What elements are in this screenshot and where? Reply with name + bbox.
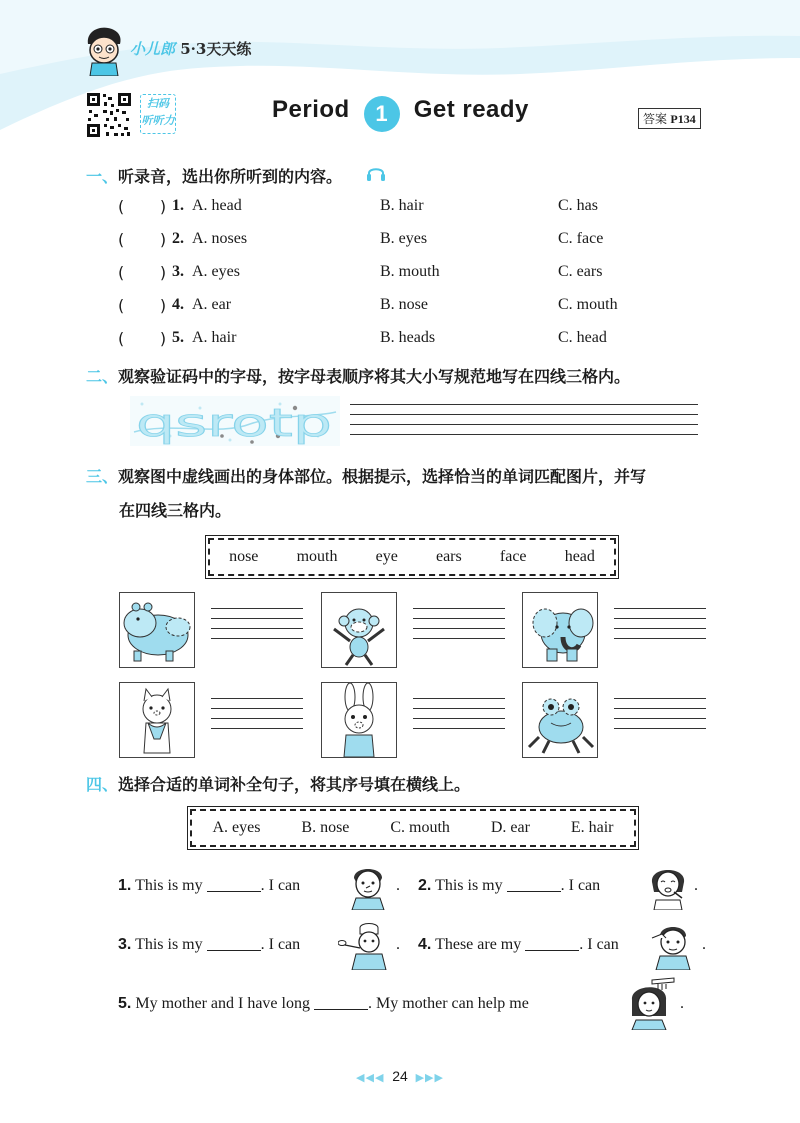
sentence-3-blank[interactable] bbox=[207, 936, 261, 951]
word-bank-word: head bbox=[564, 548, 595, 565]
captcha-image bbox=[130, 396, 340, 446]
item-number: 5. bbox=[172, 329, 184, 346]
word-bank-word: face bbox=[499, 548, 527, 565]
option-a: A. head bbox=[192, 197, 242, 214]
section3-word-bank bbox=[208, 538, 616, 576]
cat-picture bbox=[119, 682, 195, 758]
sentence-4-number: 4. bbox=[418, 936, 432, 953]
option-b: B. nose bbox=[380, 296, 428, 313]
option-c: C. face bbox=[558, 230, 604, 247]
sentence-4-text-b: . I can bbox=[579, 936, 619, 953]
word-bank-word: nose bbox=[229, 548, 259, 565]
sentence-3-text-b: . I can bbox=[260, 936, 301, 953]
frog-writing-lines[interactable] bbox=[614, 698, 706, 734]
sentence-2-period: . bbox=[694, 877, 698, 894]
sentence-4 bbox=[418, 936, 619, 954]
section4-title: 选择合适的单词补全句子，将其序号填在横线上。 bbox=[118, 775, 471, 794]
sentence-5-text-a: My mother and I have long bbox=[135, 995, 310, 1012]
option-b: B. heads bbox=[380, 329, 436, 346]
sentence-2-text-a: This is my bbox=[435, 877, 503, 894]
brand-prefix: 小儿郎 bbox=[130, 40, 176, 58]
sentence-3-number: 3. bbox=[118, 936, 132, 953]
girl-eating-icon bbox=[646, 862, 690, 910]
sentence-4-blank[interactable] bbox=[525, 936, 579, 951]
item-number: 3. bbox=[172, 263, 184, 280]
section3-title-line2: 在四线三格内。 bbox=[119, 501, 232, 520]
section4-number: 四、 bbox=[86, 775, 119, 794]
section2-writing-lines[interactable] bbox=[350, 404, 698, 444]
word-option: E. hair bbox=[570, 819, 614, 836]
word-option: D. ear bbox=[490, 819, 530, 836]
section1-title: 听录音，选出你所听到的内容。 bbox=[118, 167, 343, 186]
hippo-picture bbox=[119, 592, 195, 668]
section2-heading bbox=[86, 364, 630, 387]
answer-bracket[interactable]: ( ) bbox=[118, 263, 167, 282]
page-footer bbox=[0, 1068, 800, 1084]
answer-bracket[interactable]: ( ) bbox=[118, 329, 167, 348]
sentence-4-text-a: These are my bbox=[435, 936, 522, 953]
page-title bbox=[272, 96, 529, 132]
option-b: B. hair bbox=[380, 197, 424, 214]
option-b: B. eyes bbox=[380, 230, 428, 247]
chef-tasting-icon bbox=[338, 922, 396, 970]
word-bank-word: ears bbox=[435, 548, 462, 565]
item-number: 2. bbox=[172, 230, 184, 247]
sentence-5-text-b: . My mother can help me bbox=[367, 995, 529, 1012]
page-number: 24 bbox=[392, 1068, 408, 1084]
answer-page: P134 bbox=[670, 112, 696, 126]
option-a: A. noses bbox=[192, 230, 248, 247]
rabbit-writing-lines[interactable] bbox=[413, 698, 505, 734]
option-c: C. mouth bbox=[558, 296, 618, 313]
mother-combing-icon bbox=[622, 976, 678, 1030]
section3-number: 三、 bbox=[86, 467, 119, 486]
sentence-5 bbox=[118, 995, 529, 1013]
elephant-writing-lines[interactable] bbox=[614, 608, 706, 644]
item-number: 1. bbox=[172, 197, 184, 214]
boy-smelling-icon bbox=[346, 862, 390, 910]
period-number-badge: 1 bbox=[364, 96, 400, 132]
sentence-1-number: 1. bbox=[118, 877, 132, 894]
frog-picture bbox=[522, 682, 598, 758]
word-bank-word: mouth bbox=[296, 548, 338, 565]
sentence-2-number: 2. bbox=[418, 877, 432, 894]
scan-to-listen-label: 扫码 听听力 bbox=[140, 94, 176, 134]
section1-heading bbox=[86, 164, 342, 187]
sentence-1 bbox=[118, 877, 300, 895]
sentence-5-blank[interactable] bbox=[314, 995, 368, 1010]
monkey-picture bbox=[321, 592, 397, 668]
option-a: A. eyes bbox=[192, 263, 240, 280]
word-option: C. mouth bbox=[390, 819, 450, 836]
option-c: C. ears bbox=[558, 263, 603, 280]
sentence-1-period: . bbox=[396, 877, 400, 894]
answer-label: 答案 bbox=[643, 112, 668, 126]
section2-number: 二、 bbox=[86, 367, 119, 386]
mascot-boy-icon bbox=[82, 26, 126, 76]
word-bank-word: eye bbox=[375, 548, 398, 565]
item-number: 4. bbox=[172, 296, 184, 313]
word-option: A. eyes bbox=[212, 819, 261, 836]
footer-left-arrows: ◀◀◀ bbox=[356, 1072, 385, 1084]
sentence-3-text-a: This is my bbox=[135, 936, 203, 953]
answer-bracket[interactable]: ( ) bbox=[118, 296, 167, 315]
cat-writing-lines[interactable] bbox=[211, 698, 303, 734]
brand-title bbox=[130, 38, 251, 59]
sentence-2-text-b: . I can bbox=[560, 877, 601, 894]
option-c: C. head bbox=[558, 329, 607, 346]
sentence-1-blank[interactable] bbox=[207, 877, 261, 892]
brand-suffix: 5·3天天练 bbox=[180, 40, 252, 58]
sentence-5-period: . bbox=[680, 995, 684, 1012]
answer-bracket[interactable]: ( ) bbox=[118, 197, 167, 216]
sentence-4-period: . bbox=[702, 936, 706, 953]
word-option: B. nose bbox=[301, 819, 350, 836]
captcha-letters: qsrotp bbox=[136, 401, 332, 445]
monkey-writing-lines[interactable] bbox=[413, 608, 505, 644]
section4-word-bank bbox=[190, 809, 636, 847]
sentence-1-text-b: . I can bbox=[260, 877, 301, 894]
section3-title-line1: 观察图中虚线画出的身体部位。根据提示，选择恰当的单词匹配图片，并写 bbox=[118, 467, 647, 486]
option-b: B. mouth bbox=[380, 263, 440, 280]
section1-number: 一、 bbox=[86, 167, 119, 186]
option-a: A. ear bbox=[192, 296, 232, 313]
section4-heading bbox=[86, 772, 470, 795]
sentence-3-period: . bbox=[396, 936, 400, 953]
rabbit-picture bbox=[321, 682, 397, 758]
answer-bracket[interactable]: ( ) bbox=[118, 230, 167, 249]
answer-reference bbox=[638, 108, 701, 129]
section2-title: 观察验证码中的字母，按字母表顺序将其大小写规范地写在四线三格内。 bbox=[118, 367, 631, 386]
footer-right-arrows: ▶▶▶ bbox=[415, 1072, 444, 1084]
sentence-3 bbox=[118, 936, 300, 954]
elephant-picture bbox=[522, 592, 598, 668]
sentence-2-blank[interactable] bbox=[507, 877, 561, 892]
section3-heading bbox=[86, 464, 646, 487]
qr-code-icon[interactable] bbox=[86, 92, 132, 138]
option-c: C. has bbox=[558, 197, 598, 214]
period-word: Period bbox=[272, 96, 350, 123]
headphones-icon bbox=[366, 164, 386, 182]
period-title: Get ready bbox=[413, 96, 529, 123]
hippo-writing-lines[interactable] bbox=[211, 608, 303, 644]
sentence-2 bbox=[418, 877, 600, 895]
sentence-5-number: 5. bbox=[118, 995, 132, 1012]
sentence-1-text-a: This is my bbox=[135, 877, 203, 894]
option-a: A. hair bbox=[192, 329, 237, 346]
boy-looking-icon bbox=[648, 920, 698, 970]
